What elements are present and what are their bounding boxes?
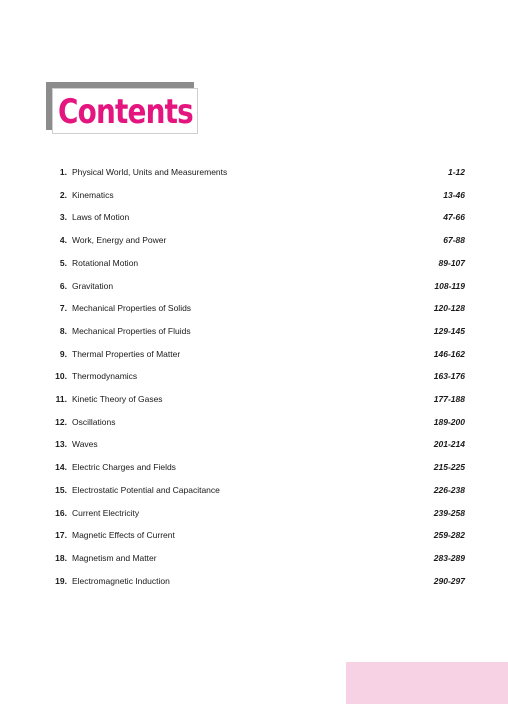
toc-entry[interactable] [0, 505, 508, 521]
chapter-number: 6. [59, 280, 67, 291]
chapter-number: 12. [55, 416, 67, 427]
decorative-corner-block [346, 662, 508, 704]
chapter-title[interactable]: Electrostatic Potential and Capacitance [72, 484, 220, 495]
chapter-number: 13. [55, 439, 67, 450]
page-range: 1-12 [447, 167, 465, 177]
chapter-number: 8. [59, 325, 67, 336]
page-range: 177-188 [433, 394, 465, 404]
toc-entry[interactable] [0, 550, 508, 566]
toc-entry[interactable] [0, 209, 508, 225]
page-range: 163-176 [433, 371, 465, 382]
chapter-number: 19. [55, 575, 67, 586]
chapter-title[interactable]: Electromagnetic Induction [72, 575, 170, 586]
toc-entry[interactable] [0, 164, 508, 180]
chapter-number: 10. [55, 371, 67, 382]
chapter-number: 9. [59, 348, 67, 359]
chapter-number: 18. [55, 552, 67, 563]
toc-entry[interactable] [0, 255, 508, 271]
page-range: 120-128 [433, 303, 465, 314]
toc-entry[interactable] [0, 527, 508, 543]
toc-entry[interactable] [0, 573, 508, 589]
chapter-number: 7. [59, 303, 67, 314]
toc-entry[interactable] [0, 232, 508, 248]
chapter-number: 1. [59, 167, 67, 177]
page-range: 226-238 [433, 484, 465, 495]
page-range: 201-214 [433, 439, 465, 450]
toc-entry[interactable] [0, 436, 508, 452]
chapter-number: 17. [55, 530, 67, 541]
toc-entry[interactable] [0, 278, 508, 294]
chapter-number: 4. [59, 235, 67, 246]
chapter-title[interactable]: Magnetic Effects of Current [72, 530, 175, 541]
chapter-title[interactable]: Rotational Motion [72, 257, 139, 268]
chapter-title[interactable]: Mechanical Properties of Fluids [72, 325, 191, 336]
chapter-title[interactable]: Oscillations [72, 416, 116, 427]
chapter-title[interactable]: Gravitation [72, 280, 114, 291]
toc-entry[interactable] [0, 346, 508, 362]
chapter-title[interactable]: Laws of Motion [72, 212, 130, 223]
chapter-title[interactable]: Magnetism and Matter [72, 552, 157, 563]
chapter-title[interactable]: Work, Energy and Power [72, 235, 167, 246]
chapter-title[interactable]: Current Electricity [72, 507, 140, 518]
chapter-number: 11. [55, 394, 67, 404]
toc-entry[interactable] [0, 482, 508, 498]
chapter-number: 2. [59, 189, 67, 200]
page-range: 215-225 [433, 462, 465, 473]
page-range: 239-258 [433, 507, 465, 518]
chapter-title[interactable]: Thermal Properties of Matter [72, 348, 181, 359]
chapter-title[interactable]: Electric Charges and Fields [72, 462, 176, 473]
toc-entry[interactable] [0, 459, 508, 475]
page-range: 89-107 [438, 257, 465, 268]
page-range: 146-162 [433, 348, 465, 359]
chapter-title[interactable]: Waves [72, 439, 98, 450]
chapter-number: 3. [59, 212, 67, 223]
page-range: 67-88 [443, 235, 465, 246]
chapter-title[interactable]: Thermodynamics [72, 371, 138, 382]
chapter-title[interactable]: Mechanical Properties of Solids [72, 303, 192, 314]
page-range: 259-282 [433, 530, 465, 541]
page-range: 108-119 [434, 280, 465, 291]
chapter-title[interactable]: Kinematics [72, 189, 114, 200]
page-range: 129-145 [433, 325, 465, 336]
toc-entry[interactable] [0, 414, 508, 430]
page-range: 13-46 [443, 189, 465, 200]
chapter-number: 5. [59, 257, 67, 268]
toc-entry[interactable] [0, 187, 508, 203]
page-range: 47-66 [443, 212, 465, 223]
page-range: 189-200 [433, 416, 465, 427]
page-range: 290-297 [433, 575, 465, 586]
chapter-title[interactable]: Physical World, Units and Measurements [72, 167, 228, 177]
toc-entry[interactable] [0, 391, 508, 407]
chapter-number: 16. [55, 507, 67, 518]
page-title: Contents [58, 92, 193, 132]
chapter-number: 15. [55, 484, 67, 495]
toc-entry[interactable] [0, 300, 508, 316]
toc-entry[interactable] [0, 368, 508, 384]
chapter-number: 14. [55, 462, 67, 473]
page-range: 283-289 [433, 552, 465, 563]
toc-entry[interactable] [0, 323, 508, 339]
chapter-title[interactable]: Kinetic Theory of Gases [72, 394, 163, 404]
